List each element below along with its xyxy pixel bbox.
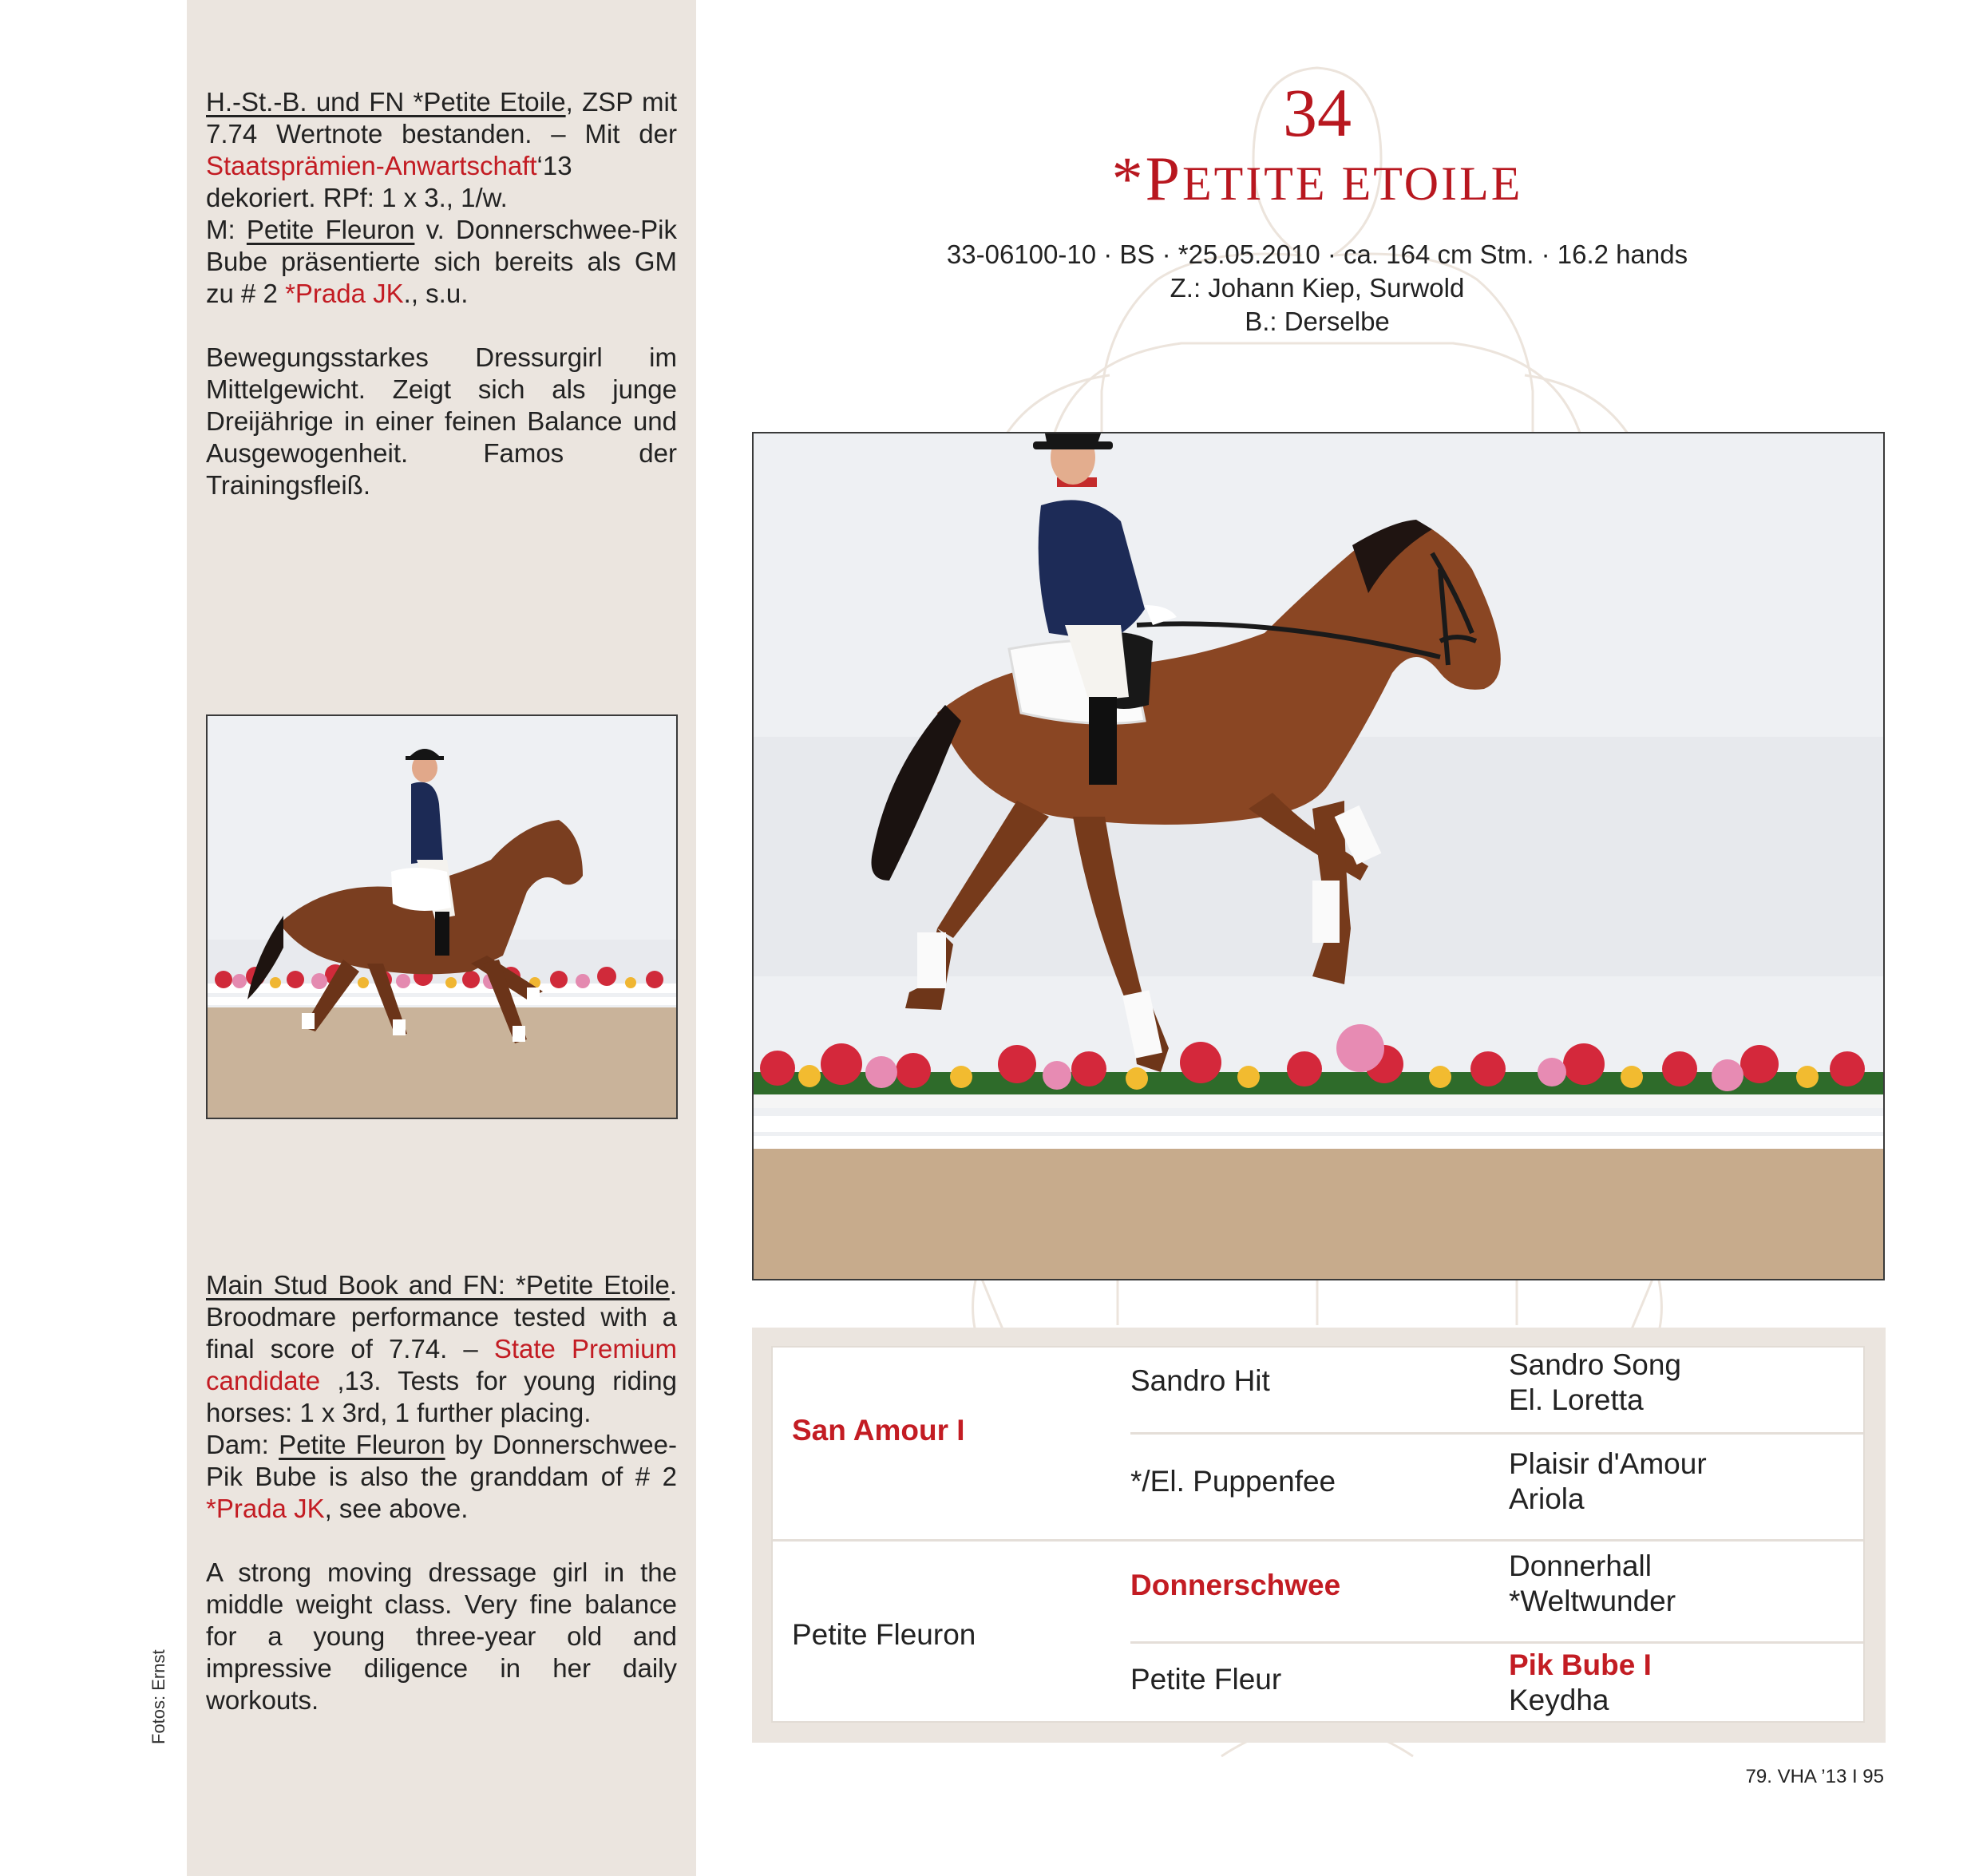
registration-line: 33-06100-10 · BS · *25.05.2010 · ca. 164 cm Stm. · 16.2 hands — [946, 239, 1688, 269]
pedigree-table — [771, 1346, 1865, 1723]
english-description — [206, 1269, 677, 1716]
english-character-paragraph: A strong moving dressage girl in the middle weight class. Very fine balance for a young three-year old and impressive diligence in her daily workouts. — [206, 1557, 677, 1715]
pedigree-ancestor: *Weltwunder — [1509, 1585, 1676, 1617]
dam-name: Petite Fleuron — [279, 1430, 445, 1459]
pedigree-ancestor: Sandro Song — [1509, 1348, 1682, 1381]
pedigree-dam-dam: Petite Fleur — [1130, 1663, 1282, 1696]
lot-number: 34 — [1283, 74, 1352, 151]
photo-credit: Fotos: Ernst — [148, 1649, 168, 1744]
pedigree-ancestor: Pik Bube I — [1509, 1648, 1652, 1681]
horse-name-title: *PETITE ETOILE — [1111, 144, 1523, 213]
star-mark: * — [1111, 144, 1146, 213]
german-description — [206, 86, 677, 501]
pedigree-ancestor: El. Loretta — [1509, 1383, 1644, 1416]
pedigree-sire-sire: Sandro Hit — [1130, 1364, 1270, 1397]
pedigree-dam: Petite Fleuron — [792, 1618, 976, 1651]
page-number: 79. VHA ’13 I 95 — [1745, 1766, 1884, 1787]
prada-reference: *Prada JK — [206, 1494, 325, 1523]
horse-rider-image — [754, 433, 1883, 1279]
pedigree-ancestor: Ariola — [1509, 1482, 1585, 1515]
english-details-paragraph: Main Stud Book and FN: *Petite Etoile. Broodmare performance tested with a final score of 7.74. – State Premium candidate ,13. Tests for young riding horses: 1 x 3rd, 1 further placing. Dam: Petite Fleuron by Donnerschwee-Pik Bube is also the granddam of # 2 *Prada JK, see above. — [206, 1270, 677, 1523]
pedigree-divider — [1130, 1641, 1863, 1644]
owner-line: B.: Derselbe — [1245, 307, 1390, 336]
dam-name: Petite Fleuron — [246, 215, 415, 244]
pedigree-ancestor: Donnerhall — [1509, 1549, 1652, 1582]
pedigree-ancestor: Plaisir d'Amour — [1509, 1447, 1707, 1480]
small-horse-photo — [206, 714, 678, 1119]
prada-reference: *Prada JK — [285, 279, 404, 308]
breeder-line: Z.: Johann Kiep, Surwold — [1170, 273, 1465, 303]
main-horse-photo — [752, 432, 1885, 1280]
staatspraemie-highlight: Staatsprämien-Anwartschaft — [206, 151, 537, 180]
studbook-link: Main Stud Book and FN: *Petite Etoile — [206, 1270, 670, 1300]
state-premium-highlight: State Premium candidate — [206, 1334, 677, 1395]
horse-rider-image — [208, 716, 676, 1118]
studbook-link: H.-St.-B. und FN *Petite Etoile — [206, 87, 566, 117]
pedigree-ancestor: Keydha — [1509, 1684, 1609, 1716]
pedigree-divider — [773, 1539, 1863, 1542]
german-character-paragraph: Bewegungsstarkes Dressurgirl im Mittelgewicht. Zeigt sich als junge Dreijährige in einer feinen Balance und Ausgewogenheit. Famos der Trainingsfleiß. — [206, 342, 677, 500]
horse-info — [878, 238, 1756, 338]
pedigree-sire-dam: */El. Puppenfee — [1130, 1465, 1336, 1498]
german-details-paragraph: H.-St.-B. und FN *Petite Etoile, ZSP mit 7.74 Wertnote bestanden. – Mit der Staatsprämien-Anwartschaft‘13 dekoriert. RPf: 1 x 3., 1/w. M: Petite Fleuron v. Donnerschwee-Pik Bube präsentierte sich bereits als GM zu # 2 *Prada JK., s.u. — [206, 87, 678, 308]
pedigree-dam-sire: Donnerschwee — [1130, 1569, 1341, 1601]
pedigree-divider — [1130, 1432, 1863, 1435]
pedigree-sire: San Amour I — [792, 1414, 965, 1447]
